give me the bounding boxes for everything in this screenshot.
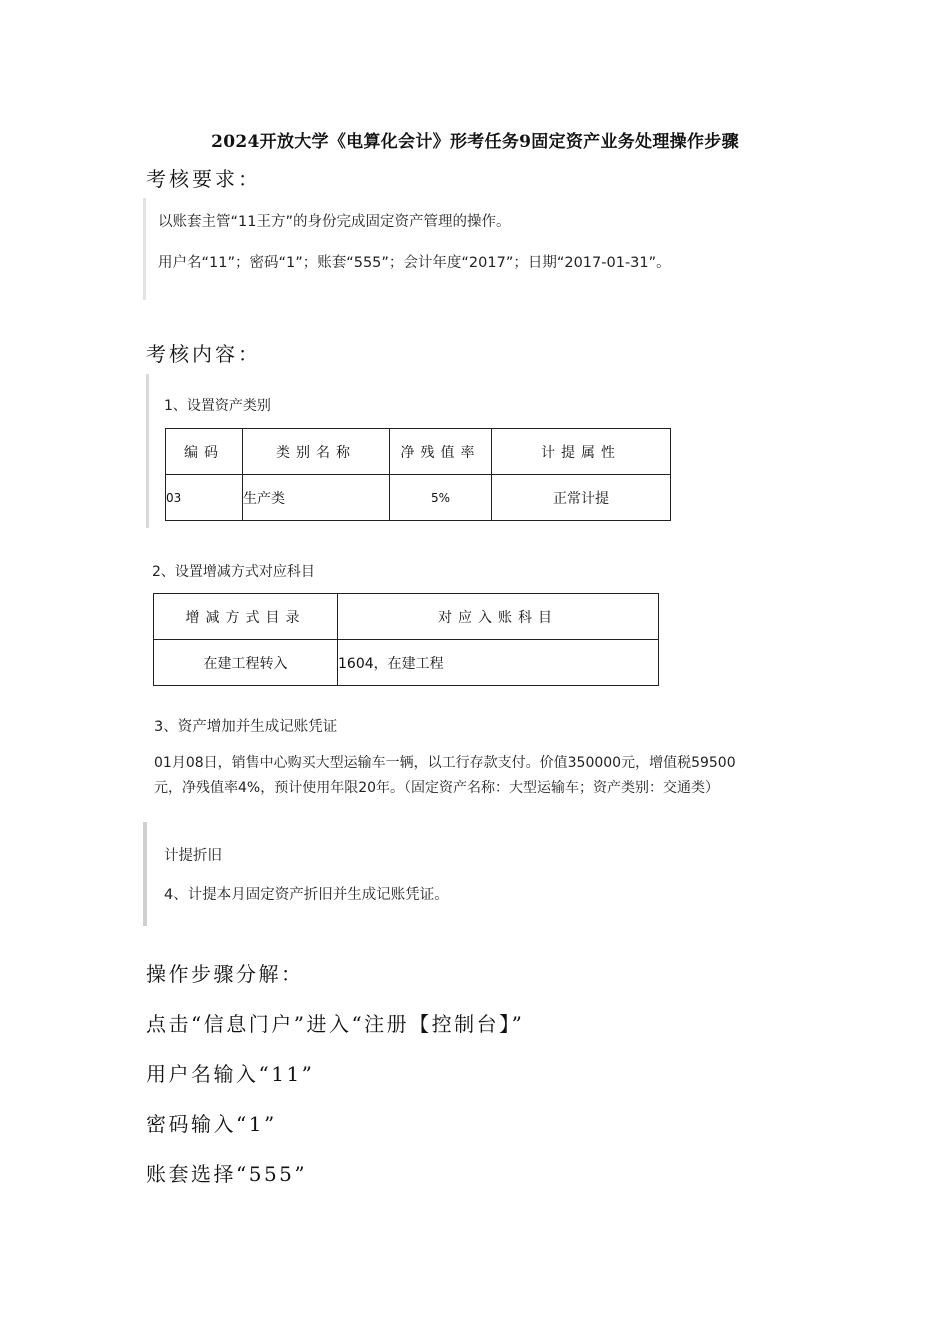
requirements-heading: 考核要求： (146, 167, 261, 191)
header-code: 编码 (166, 429, 243, 475)
task4-line: 4、计提本月固定资产折旧并生成记账凭证。 (164, 887, 449, 903)
header-depreciation-attr: 计提属性 (492, 429, 671, 475)
task2-title: 2、设置增减方式对应科目 (152, 564, 315, 580)
task3-line-1: 01月08日，销售中心购买大型运输车一辆，以工行存款支付。价值350000元，增值税59500 (154, 755, 736, 771)
requirements-line-1: 以账套主管“11王方”的身份完成固定资产管理的操作。 (158, 214, 511, 230)
table-header-row (154, 594, 659, 640)
header-account: 对应入账科目 (338, 594, 659, 640)
header-category-name: 类别名称 (243, 429, 390, 475)
cell-depreciation-attr: 正常计提 (492, 475, 671, 521)
change-method-table (153, 593, 659, 686)
cell-change-method: 在建工程转入 (154, 640, 338, 686)
panel-border (143, 198, 146, 300)
step-1: 点击“信息门户”进入“注册【控制台】” (146, 1012, 525, 1036)
table-header-row (166, 429, 671, 475)
requirements-panel (143, 198, 765, 300)
asset-category-table (165, 428, 671, 521)
document-title: 2024开放大学《电算化会计》形考任务9固定资产业务处理操作步骤 (211, 132, 739, 152)
table-row (154, 640, 659, 686)
step-2: 用户名输入“11” (146, 1062, 315, 1086)
header-salvage-rate: 净残值率 (390, 429, 492, 475)
task1-title: 1、设置资产类别 (164, 398, 271, 414)
requirements-line-2: 用户名“11”；密码“1”；账套“555”；会计年度“2017”；日期“2017-01-31”。 (158, 255, 671, 271)
cell-account: 1604，在建工程 (338, 640, 659, 686)
panel-border (146, 374, 149, 528)
task3-line-2: 元，净残值率4%，预计使用年限20年。（固定资产名称：大型运输车；资产类别：交通类） (154, 780, 720, 796)
table-row (166, 475, 671, 521)
steps-heading: 操作步骤分解： (146, 962, 304, 986)
content-heading: 考核内容： (146, 342, 261, 366)
step-3: 密码输入“1” (146, 1112, 277, 1136)
step-4: 账套选择“555” (146, 1162, 308, 1186)
task1-panel (146, 374, 736, 528)
task4-panel (143, 822, 543, 926)
task2-panel (144, 550, 692, 694)
task4-title: 计提折旧 (164, 848, 222, 864)
header-change-method: 增减方式目录 (154, 594, 338, 640)
panel-border (143, 822, 147, 926)
cell-salvage-rate: 5% (390, 475, 492, 521)
cell-code: 03 (166, 475, 243, 521)
task3-title: 3、资产增加并生成记账凭证 (154, 719, 338, 735)
task3-panel (146, 705, 756, 811)
cell-category-name: 生产类 (243, 475, 390, 521)
